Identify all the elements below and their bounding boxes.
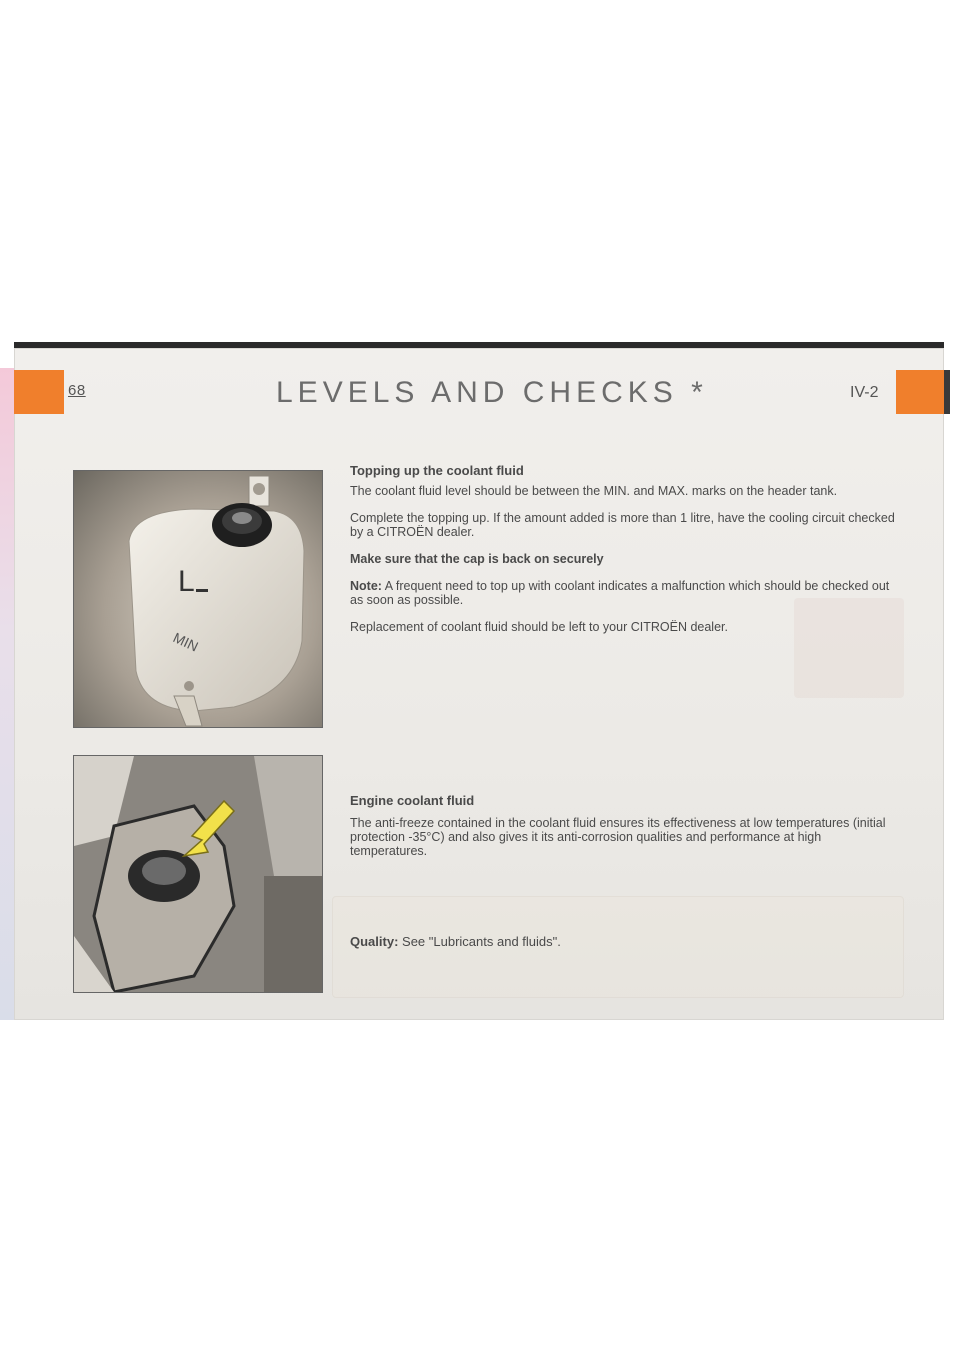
topping-up-para-2: Complete the topping up. If the amount added is more than 1 litre, have the cooling circuit checked by a CITROËN dealer. — [350, 511, 895, 539]
left-orange-tab — [14, 370, 64, 414]
section-code: IV-2 — [850, 384, 879, 401]
right-orange-tab — [896, 370, 944, 414]
note-label: Note: — [350, 579, 382, 593]
topping-up-para-4: Replacement of coolant fluid should be left to your CITROËN dealer. — [350, 620, 728, 634]
quality-line — [350, 934, 561, 949]
quality-text: See "Lubricants and fluids". — [402, 934, 561, 949]
coolant-tank-photo — [73, 470, 323, 728]
topping-up-section — [350, 464, 898, 647]
topping-up-para-1: The coolant fluid level should be between the MIN. and MAX. marks on the header tank. — [350, 484, 838, 498]
manual-page — [14, 342, 944, 1020]
page-title: LEVELS AND CHECKS * — [276, 376, 708, 409]
level-mark: L — [178, 565, 195, 598]
quality-label: Quality: — [350, 934, 399, 949]
page-number: 68 — [68, 382, 86, 399]
engine-coolant-para: The anti-freeze contained in the coolant fluid ensures its effectiveness at low temperatures (initial protection -35°C) and also gives it its anti-corrosion qualities and performance at high temperatures. — [350, 816, 886, 858]
topping-up-heading: Topping up the coolant fluid — [350, 463, 524, 478]
engine-coolant-heading: Engine coolant fluid — [350, 793, 475, 808]
note-text: A frequent need to top up with coolant indicates a malfunction which should be checked out as soon as possible. — [350, 579, 890, 607]
note-paragraph — [350, 579, 898, 607]
engine-bay-photo — [73, 755, 323, 993]
cap-secure-warning: Make sure that the cap is back on securely — [350, 552, 604, 566]
min-label: MIN — [170, 629, 201, 655]
engine-coolant-section — [350, 794, 898, 858]
